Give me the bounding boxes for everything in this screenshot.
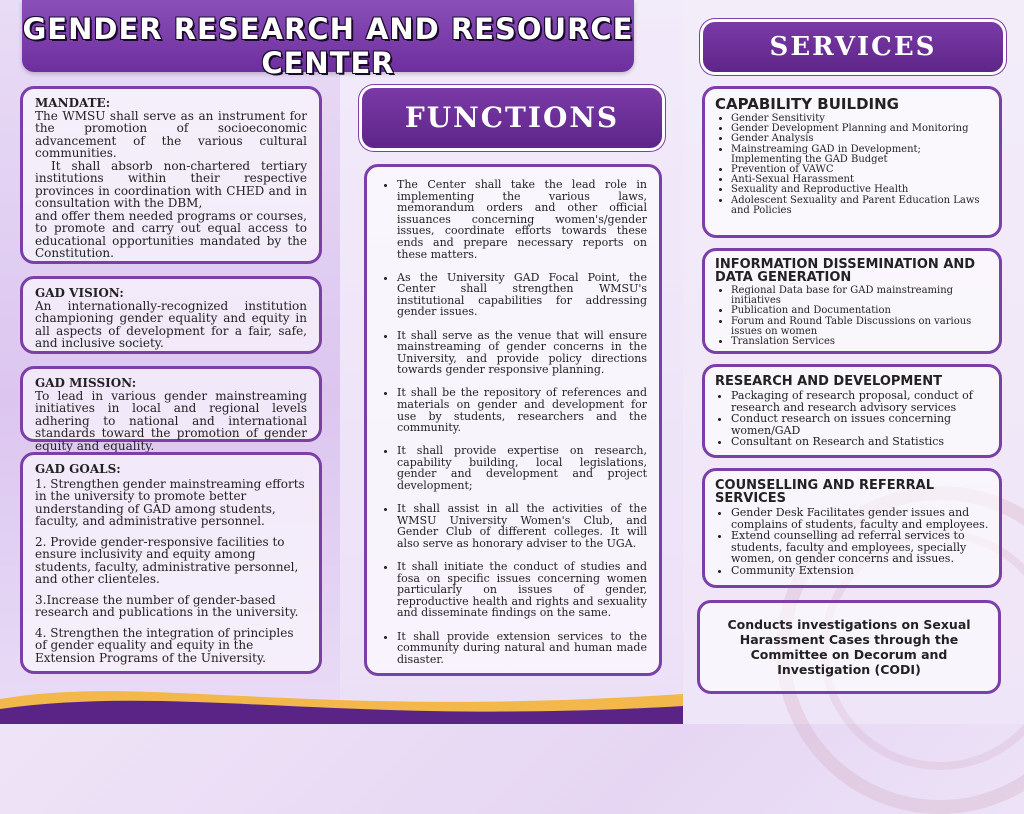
title-banner xyxy=(22,0,634,80)
mandate-text-1: The WMSU shall serve as an instrument for the promotion of socioeconomic advancement of the various cultural communities. xyxy=(35,108,307,160)
codi-box xyxy=(697,600,1001,694)
info-item: • Regional Data base for GAD mainstreaming initiatives xyxy=(731,286,989,306)
info-item: • Forum and Round Table Discussions on various issues on women xyxy=(731,317,989,337)
capability-item: • Gender Analysis xyxy=(731,134,989,144)
research-heading: RESEARCH AND DEVELOPMENT xyxy=(715,374,942,389)
research-item: • Conduct research on issues concerning women/GAD xyxy=(731,413,989,436)
mission-text: To lead in various gender mainstreaming initiatives in local and regional levels adhering to national and international standards toward the promotion of gender equity and equality. xyxy=(35,388,307,453)
goals-box xyxy=(20,452,322,674)
codi-text: Conducts investigations on Sexual Harassment Cases through the Committee on Decorum and Investigation (CODI) xyxy=(727,617,971,677)
research-list xyxy=(715,390,989,448)
info-list xyxy=(715,286,989,347)
capability-item: • Adolescent Sexuality and Parent Education Laws and Policies xyxy=(731,196,989,216)
mandate-text-3: and offer them needed programs or courses, to promote and carry out equal access to educational opportunities mandated by the Constitution. xyxy=(35,208,307,260)
function-item: • It shall initiate the conduct of studies and fosa on specific issues concerning women particularly on issues of gender, reproductive health and rights and sexuality and disseminate findings on the same. xyxy=(397,561,647,619)
mandate-box xyxy=(20,86,322,264)
counselling-item: • Extend counselling ad referral services to students, faculty and employees, specially women, on gender concerns and issues. xyxy=(731,530,989,565)
counselling-item: • Community Extension xyxy=(731,565,989,577)
function-item: • It shall assist in all the activities of the WMSU University Women's Club, and Gender Club of different colleges. It will also serve as honorary adviser to the UGA. xyxy=(397,503,647,549)
mandate-text-2: It shall absorb non-chartered tertiary institutions within their respective provinces in coordination with CHED and in consultation with the DBM, xyxy=(35,158,307,210)
capability-item: • Anti-Sexual Harassment xyxy=(731,175,989,185)
info-item: • Publication and Documentation xyxy=(731,306,989,316)
capability-list xyxy=(715,114,989,216)
services-banner xyxy=(703,22,1003,72)
function-item: • The Center shall take the lead role in implementing the various laws, memorandum orders and other official issuances concerning women's/gender issues, coordinate efforts towards these ends and prepare necessary reports on these matters. xyxy=(397,179,647,260)
capability-heading: CAPABILITY BUILDING xyxy=(715,95,899,113)
mission-label: GAD MISSION: xyxy=(35,376,137,390)
counselling-list xyxy=(715,507,989,576)
info-heading: INFORMATION DISSEMINATION AND DATA GENERATION xyxy=(715,257,976,285)
function-item: • As the University GAD Focal Point, the Center shall strengthen WMSU's institutional capabilities for addressing gender issues. xyxy=(397,272,647,318)
functions-list xyxy=(381,179,647,665)
counselling-item: • Gender Desk Facilitates gender issues and complains of students, faculty and employees. xyxy=(731,507,989,530)
counselling-heading: COUNSELLING AND REFERRAL SERVICES xyxy=(715,478,935,506)
functions-banner xyxy=(362,88,662,148)
capability-item: • Sexuality and Reproductive Health xyxy=(731,185,989,195)
goal-item: 4. Strengthen the integration of principles of gender equality and equity in the Extension Programs of the University. xyxy=(35,625,294,665)
counselling-box xyxy=(702,468,1002,588)
capability-item: • Gender Development Planning and Monitoring xyxy=(731,124,989,134)
vision-box xyxy=(20,276,322,354)
vision-label: GAD VISION: xyxy=(35,286,124,300)
capability-item: • Mainstreaming GAD in Development; Implementing the GAD Budget xyxy=(731,145,989,165)
research-item: • Consultant on Research and Statistics xyxy=(731,436,989,448)
goal-item: 3.Increase the number of gender-based research and publications in the university. xyxy=(35,592,299,619)
research-item: • Packaging of research proposal, conduct of research and research advisory services xyxy=(731,390,989,413)
research-box xyxy=(702,364,1002,458)
capability-item: • Prevention of VAWC xyxy=(731,165,989,175)
function-item: • It shall provide expertise on research, capability building, local legislations, gender and development and project development; xyxy=(397,445,647,491)
function-item: • It shall serve as the venue that will ensure mainstreaming of gender concerns in the University, and provide policy directions towards gender responsive planning. xyxy=(397,330,647,376)
info-box xyxy=(702,248,1002,354)
capability-item: • Gender Sensitivity xyxy=(731,114,989,124)
capability-box xyxy=(702,86,1002,238)
vision-text: An internationally-recognized institution championing gender equality and equity in all aspects of development for a fair, safe, and inclusive society. xyxy=(35,298,307,350)
mandate-label: MANDATE: xyxy=(35,96,111,110)
goal-item: 2. Provide gender-responsive facilities to ensure inclusivity and equity among students, faculty, administrative personnel, and other clienteles. xyxy=(35,534,299,586)
goals-label: GAD GOALS: xyxy=(35,462,121,476)
function-item: • It shall be the repository of references and materials on gender and development for use by students, researchers and the community. xyxy=(397,387,647,433)
mission-box xyxy=(20,366,322,453)
goal-item: 1. Strengthen gender mainstreaming efforts in the university to promote better understanding of GAD among students, faculty, and administrative personnel. xyxy=(35,476,305,528)
functions-box xyxy=(364,164,662,676)
services-title: SERVICES xyxy=(769,32,937,62)
page-title: GENDER RESEARCH AND RESOURCE CENTER xyxy=(22,12,634,80)
info-item: • Translation Services xyxy=(731,337,989,347)
function-item: • It shall provide extension services to the community during natural and human made disaster. xyxy=(397,631,647,666)
functions-title: FUNCTIONS xyxy=(404,101,620,134)
